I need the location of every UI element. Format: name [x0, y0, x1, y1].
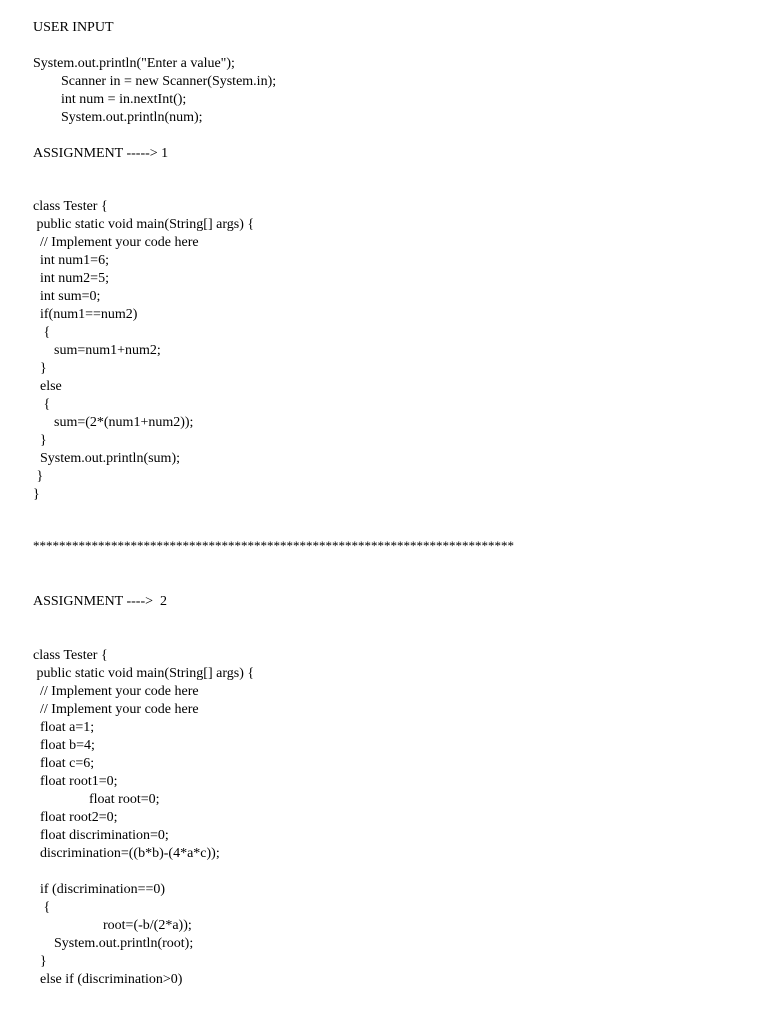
code-line: {	[33, 397, 51, 412]
code-line: {	[33, 900, 51, 915]
code-line: float c=6;	[33, 756, 95, 771]
code-line: else	[33, 379, 62, 394]
code-line: }	[33, 361, 47, 376]
user-input-heading: USER INPUT	[33, 20, 114, 35]
code-line: root=(-b/(2*a));	[33, 918, 192, 933]
code-line: if (discrimination==0)	[33, 882, 166, 897]
code-line: public static void main(String[] args) {	[33, 666, 255, 681]
code-line: // Implement your code here	[33, 684, 199, 699]
assignment-2-title: ASSIGNMENT ----> 2	[33, 594, 168, 609]
code-line: }	[33, 433, 47, 448]
code-line: }	[33, 487, 40, 502]
code-line: int num1=6;	[33, 253, 109, 268]
code-line: {	[33, 325, 51, 340]
code-line: int num = in.nextInt();	[33, 92, 187, 107]
code-line: int sum=0;	[33, 289, 101, 304]
code-line: float b=4;	[33, 738, 95, 753]
code-line: System.out.println(sum);	[33, 451, 180, 466]
code-line: // Implement your code here	[33, 702, 199, 717]
code-line: float root2=0;	[33, 810, 118, 825]
code-line: int num2=5;	[33, 271, 109, 286]
code-line: float root1=0;	[33, 774, 118, 789]
code-line: public static void main(String[] args) {	[33, 217, 255, 232]
code-line: System.out.println(num);	[33, 110, 203, 125]
code-line: // Implement your code here	[33, 235, 199, 250]
code-line: class Tester {	[33, 648, 108, 663]
code-line: sum=num1+num2;	[33, 343, 161, 358]
assignment-1-title: ASSIGNMENT -----> 1	[33, 146, 169, 161]
code-line: if(num1==num2)	[33, 307, 138, 322]
code-line: float discrimination=0;	[33, 828, 169, 843]
code-line: System.out.println("Enter a value");	[33, 56, 235, 71]
code-line: discrimination=((b*b)-(4*a*c));	[33, 846, 220, 861]
code-line: float root=0;	[33, 792, 160, 807]
code-line: Scanner in = new Scanner(System.in);	[33, 74, 277, 89]
code-line: float a=1;	[33, 720, 95, 735]
code-line: sum=(2*(num1+num2));	[33, 415, 194, 430]
code-line: class Tester {	[33, 199, 108, 214]
code-line: System.out.println(root);	[33, 936, 194, 951]
code-line: else if (discrimination>0)	[33, 972, 183, 987]
code-line: }	[33, 469, 44, 484]
separator-line: **************************************************************************	[33, 538, 514, 553]
code-line: }	[33, 954, 47, 969]
